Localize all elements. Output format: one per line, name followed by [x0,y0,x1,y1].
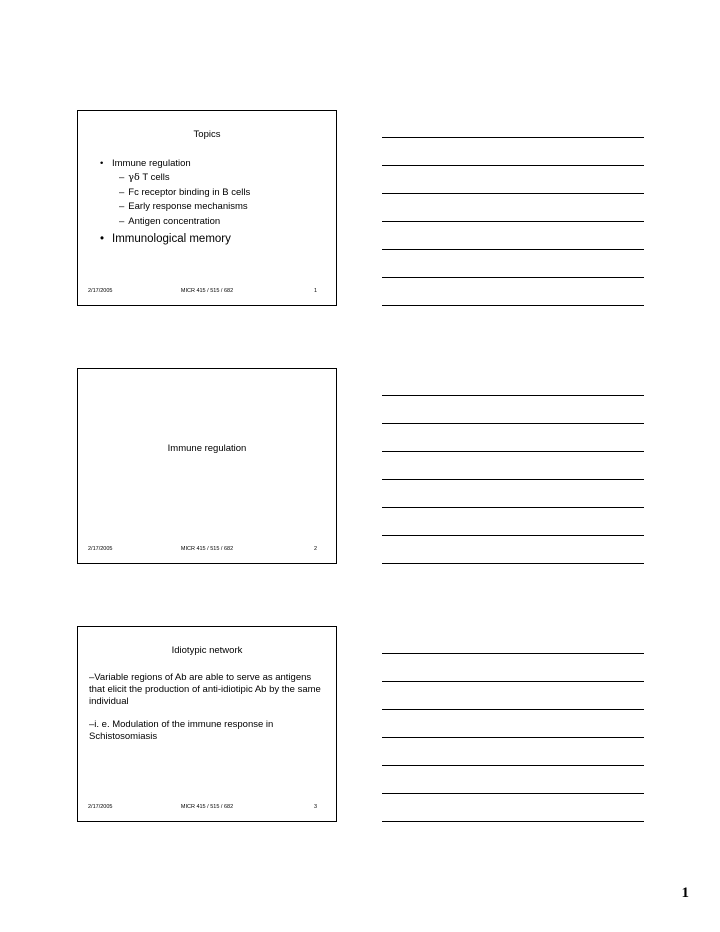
sub-bullet-text: Early response mechanisms [128,201,248,213]
footer-slide-number: 2 [313,546,317,552]
bullet-dot-icon: • [100,158,104,169]
note-line [382,193,644,194]
note-line [382,821,644,822]
footer-course: MICR 415 / 515 / 682 [180,288,234,294]
note-line [382,221,644,222]
bullet-item [100,156,250,230]
note-line [382,653,644,654]
slide-1 [77,110,337,306]
slide-footer [78,804,336,812]
slide-paragraph: –Variable regions of Ab are able to serve as antigens that elicit the production of anti-idiotipic Ab by the same individual [89,672,321,707]
sub-bullet-list [112,171,250,230]
footer-slide-number: 1 [313,288,317,294]
sub-bullet-item [119,186,250,201]
note-line [382,563,644,564]
note-line [382,451,644,452]
sub-bullet-item [119,215,250,230]
note-line [382,395,644,396]
note-line [382,709,644,710]
note-line [382,479,644,480]
footer-date: 2/17/2005 [88,288,113,294]
dash-icon: – [119,216,125,228]
footer-course: MICR 415 / 515 / 682 [180,546,234,552]
note-line [382,793,644,794]
sub-bullet-text: Fc receptor binding in B cells [128,186,251,198]
slide-3 [77,626,337,822]
dash-icon: – [119,201,125,213]
slide-2 [77,368,337,564]
page-number: 1 [681,885,689,901]
dash-icon: – [119,172,125,183]
footer-date: 2/17/2005 [88,804,113,810]
footer-date: 2/17/2005 [88,546,113,552]
sub-bullet-text: T cells [139,172,170,183]
slide-footer [78,288,336,296]
dash-icon: – [119,186,125,198]
footer-course: MICR 415 / 515 / 682 [180,804,234,810]
sub-bullet-item [119,171,250,186]
bullet-list [100,156,250,248]
bullet-dot-icon: • [100,232,105,245]
slide-title: Immune regulation [167,443,247,454]
note-line [382,423,644,424]
note-line [382,765,644,766]
note-line [382,737,644,738]
bullet-text: Immune regulation [112,158,191,169]
sub-bullet-item [119,200,250,215]
sub-bullet-text: Antigen concentration [128,216,221,228]
note-line [382,249,644,250]
note-line [382,681,644,682]
note-line [382,137,644,138]
slide-paragraph: –i. e. Modulation of the immune response in Schistosomiasis [89,719,274,742]
slide-footer [78,546,336,554]
note-line [382,535,644,536]
slide-title: Idiotypic network [171,645,243,656]
note-line [382,277,644,278]
note-line [382,305,644,306]
bullet-text: Immunological memory [112,232,231,245]
bullet-item [100,230,250,248]
note-line [382,507,644,508]
footer-slide-number: 3 [313,804,317,810]
note-line [382,165,644,166]
gamma-delta-text: γδ [128,172,140,183]
slide-title: Topics [193,129,221,140]
